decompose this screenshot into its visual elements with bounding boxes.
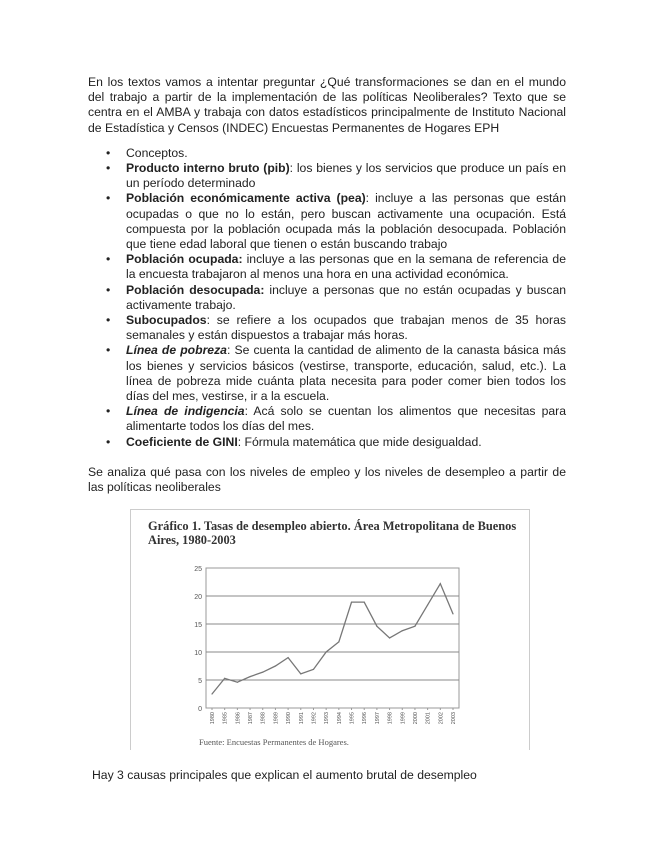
concept-term: Población económicamente activa (pea) xyxy=(126,191,366,206)
data-point xyxy=(300,674,301,675)
x-tick-label: 1993 xyxy=(324,712,331,725)
concept-definition: : Se cuenta la cantidad de alimento de la canasta básica más los bienes y servicios básicos (vestirse, transporte, educación, salud, etc.). La línea de pobreza mide cuánta plata necesita para poder comer bien todos los días del mes, vestirse, ir a la escuela. xyxy=(126,343,566,404)
concept-item xyxy=(108,191,566,252)
concepts-list xyxy=(108,146,566,450)
concept-term: Línea de indigencia xyxy=(126,404,245,419)
y-tick-label: 0 xyxy=(198,706,202,714)
data-point xyxy=(211,694,212,695)
concept-term: Población ocupada: xyxy=(126,252,243,267)
x-tick-label: 2002 xyxy=(438,712,445,725)
concept-definition: : Acá solo se cuentan los alimentos que necesitas para alimentarte todos los días del mes. xyxy=(126,404,566,434)
concept-item xyxy=(108,161,566,191)
concept-definition: : incluye a las personas que están ocupadas o que no lo están, pero buscan activamente una ocupación. Está compuesta por la población ocupada más la población desocupada. Población que tiene edad laboral que tienen o están buscando trabajo xyxy=(126,191,566,252)
concept-definition: incluye a personas que no están ocupadas y buscan activamente trabajo. xyxy=(126,282,567,312)
y-tick-label: 10 xyxy=(194,650,202,658)
data-point xyxy=(288,657,289,658)
x-tick-label: 1980 xyxy=(210,712,216,725)
data-point xyxy=(364,602,365,603)
unemployment-series-line xyxy=(212,584,453,694)
data-point xyxy=(351,602,352,603)
x-tick-label: 1997 xyxy=(374,712,381,725)
x-tick-label: 1987 xyxy=(248,712,255,725)
x-tick-label: 1996 xyxy=(362,712,369,725)
x-tick-label: 1991 xyxy=(298,712,305,725)
y-tick-label: 5 xyxy=(198,678,202,686)
data-point xyxy=(326,652,327,653)
x-tick-label: 1990 xyxy=(286,712,293,725)
y-tick-label: 25 xyxy=(194,566,202,574)
concept-item xyxy=(108,283,566,313)
x-tick-label: 2001 xyxy=(425,712,432,725)
chart-title: Gráfico 1. Tasas de desempleo abierto. Área Metropolitana de Buenos Aires, 1980-2003 xyxy=(148,519,517,548)
analysis-paragraph: Se analiza qué pasa con los niveles de empleo y los niveles de desempleo a partir de las políticas neoliberales xyxy=(88,464,566,495)
x-tick-label: 2000 xyxy=(412,712,419,725)
intro-paragraph: En los textos vamos a intentar preguntar ¿Qué transformaciones se dan en el mundo del trabajo a partir de la implementación de las políticas Neoliberales? Texto que se centra en el AMBA y trabaja con datos estadísticos principalmente de Instituto Nacional de Estadística y Censos (INDEC) Encuestas Permanentes de Hogares EPH xyxy=(88,75,566,135)
concept-definition: : los bienes y los servicios que produce un país en un período determinado xyxy=(126,161,566,191)
concept-term: Población desocupada: xyxy=(126,282,265,297)
data-point xyxy=(262,672,263,673)
y-tick-label: 20 xyxy=(194,594,202,602)
concept-definition: Conceptos. xyxy=(126,145,188,160)
concept-item xyxy=(108,146,566,161)
x-tick-label: 1986 xyxy=(235,712,242,725)
y-tick-label: 15 xyxy=(194,622,202,630)
concept-definition: : Fórmula matemática que mide desigualdad. xyxy=(237,434,482,449)
data-point xyxy=(275,666,276,667)
x-tick-label: 1998 xyxy=(387,712,394,725)
x-tick-label: 1995 xyxy=(349,712,356,725)
concept-item xyxy=(108,435,566,450)
data-point xyxy=(237,682,238,683)
data-point xyxy=(427,605,428,606)
concept-item xyxy=(108,404,566,434)
x-tick-label: 1994 xyxy=(336,712,343,725)
concept-definition: : se refiere a los ocupados que trabajan menos de 35 horas semanales y están dispuestos a trabajar más horas. xyxy=(126,313,566,343)
data-point xyxy=(452,614,453,615)
x-tick-label: 1988 xyxy=(260,712,267,725)
plot-area xyxy=(206,568,459,708)
concept-item xyxy=(108,343,566,404)
x-tick-label: 1989 xyxy=(273,712,280,725)
concept-term: Coeficiente de GINI xyxy=(126,434,238,449)
data-point xyxy=(440,583,441,584)
x-tick-label: 1985 xyxy=(222,712,229,725)
line-chart xyxy=(131,510,529,736)
concept-term: Línea de pobreza xyxy=(126,343,227,358)
x-tick-label: 1992 xyxy=(311,712,318,725)
unemployment-chart-figure xyxy=(130,509,530,750)
data-point xyxy=(313,669,314,670)
chart-source: Fuente: Encuestas Permanentes de Hogares. xyxy=(199,737,349,748)
data-point xyxy=(249,676,250,677)
data-point xyxy=(224,678,225,679)
x-tick-label: 2003 xyxy=(451,712,457,725)
concept-definition: incluye a las personas que en la semana de referencia de la encuesta trabajaron al menos una hora en una actividad económica. xyxy=(126,252,566,282)
concept-term: Producto interno bruto (pib) xyxy=(126,161,290,176)
data-point xyxy=(389,638,390,639)
data-point xyxy=(414,626,415,627)
concept-item xyxy=(108,313,566,343)
data-point xyxy=(338,642,339,643)
data-point xyxy=(402,630,403,631)
concept-term: Subocupados xyxy=(126,313,207,328)
concept-item xyxy=(108,252,566,282)
closing-paragraph: Hay 3 causas principales que explican el aumento brutal de desempleo xyxy=(92,768,477,783)
x-tick-label: 1999 xyxy=(400,712,407,725)
data-point xyxy=(376,626,377,627)
